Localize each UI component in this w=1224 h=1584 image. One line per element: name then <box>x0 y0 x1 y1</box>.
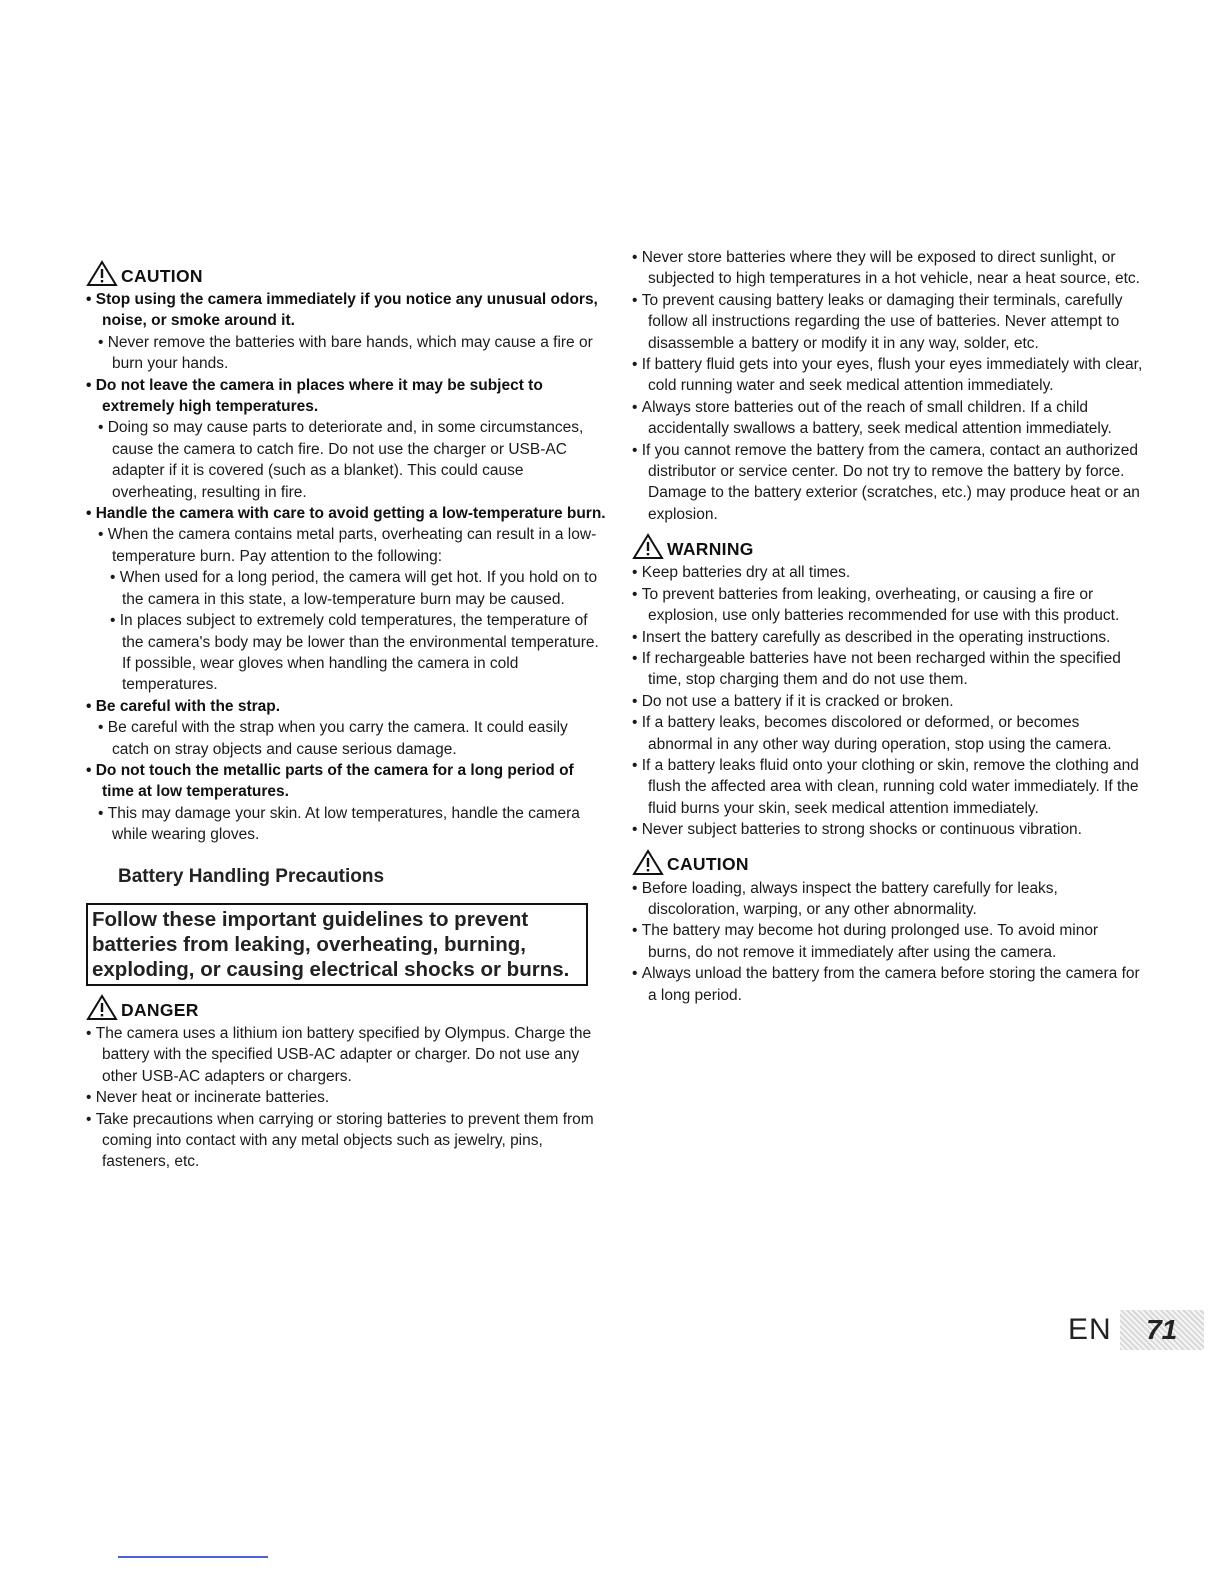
caution-heading: CAUTION <box>667 854 749 875</box>
caution-heading: CAUTION <box>121 265 203 286</box>
danger-item: • The camera uses a lithium ion battery specified by Olympus. Charge the battery with the specified USB-AC adapter or charger. Do not use any other USB-AC adapters or chargers. <box>86 1023 606 1087</box>
danger-item: • Never store batteries where they will be exposed to direct sunlight, or subjected to high temperatures in a hot vehicle, near a heat source, etc. <box>632 247 1144 290</box>
caution-item-title: • Be careful with the strap. <box>86 696 606 717</box>
danger-item: • Always store batteries out of the reach of small children. If a child accidentally swallows a battery, seek medical attention immediately. <box>632 397 1144 440</box>
caution-subitem: • This may damage your skin. At low temperatures, handle the camera while wearing gloves. <box>86 803 606 846</box>
danger-item: • To prevent causing battery leaks or damaging their terminals, carefully follow all instructions regarding the use of batteries. Never attempt to disassemble a battery or modify it in any way, solder, etc. <box>632 290 1144 354</box>
warning-triangle-icon <box>632 533 664 560</box>
caution-subitem: • Be careful with the strap when you carry the camera. It could easily catch on stray objects and cause serious damage. <box>86 717 606 760</box>
caution-subsubitem: • When used for a long period, the camera will get hot. If you hold on to the camera in this state, a low-temperature burn may be caused. <box>86 567 606 610</box>
caution-subitem: • Never remove the batteries with bare hands, which may cause a fire or burn your hands. <box>86 332 606 375</box>
caution-subitem: • Doing so may cause parts to deteriorate and, in some circumstances, cause the camera to catch fire. Do not use the charger or USB-AC adapter if it is covered (such as a blanket). This could cause overheating, resulting in fire. <box>86 417 606 503</box>
page-number-value: 71 <box>1120 1310 1204 1350</box>
caution-header <box>86 260 606 287</box>
caution-item-title: • Do not touch the metallic parts of the camera for a long period of time at low temperatures. <box>86 760 606 803</box>
caution-item: • The battery may become hot during prolonged use. To avoid minor burns, do not remove it immediately after using the camera. <box>632 920 1144 963</box>
caution-subitem: • When the camera contains metal parts, overheating can result in a low-temperature burn. Pay attention to the following: <box>86 524 606 567</box>
danger-item: • Take precautions when carrying or storing batteries to prevent them from coming into contact with any metal objects such as jewelry, pins, fasteners, etc. <box>86 1109 606 1173</box>
accent-line <box>118 1556 268 1558</box>
warning-item: • Do not use a battery if it is cracked or broken. <box>632 691 1144 712</box>
warning-item: • If a battery leaks fluid onto your clothing or skin, remove the clothing and flush the affected area with clean, running cold water immediately. If the fluid burns your skin, seek medical attention immediately. <box>632 755 1144 819</box>
warning-triangle-icon <box>86 260 118 287</box>
caution-subsubitem: • In places subject to extremely cold temperatures, the temperature of the camera's body may be lower than the environmental temperature. If possible, wear gloves when handling the camera in cold temperatures. <box>86 610 606 696</box>
caution-item: • Always unload the battery from the camera before storing the camera for a long period. <box>632 963 1144 1006</box>
caution-item: • Before loading, always inspect the battery carefully for leaks, discoloration, warping, or any other abnormality. <box>632 878 1144 921</box>
language-label: EN <box>1068 1313 1112 1346</box>
warning-item: • Insert the battery carefully as described in the operating instructions. <box>632 627 1144 648</box>
warning-item: • If rechargeable batteries have not been recharged within the specified time, stop charging them and do not use them. <box>632 648 1144 691</box>
caution-item-title: • Do not leave the camera in places where it may be subject to extremely high temperatures. <box>86 375 606 418</box>
section-title: Battery Handling Precautions <box>118 865 385 887</box>
warning-triangle-icon <box>86 994 118 1021</box>
right-column <box>632 247 1144 1006</box>
warning-item: • If a battery leaks, becomes discolored or deformed, or becomes abnormal in any other way during operation, stop using the camera. <box>632 712 1144 755</box>
danger-heading: DANGER <box>121 999 199 1020</box>
warning-triangle-icon <box>632 849 664 876</box>
danger-note: Damage to the battery exterior (scratches, etc.) may produce heat or an explosion. <box>648 484 1140 523</box>
danger-item: • If you cannot remove the battery from the camera, contact an authorized distributor or service center. Do not try to remove the battery by force. <box>632 440 1144 483</box>
danger-item: • If battery fluid gets into your eyes, flush your eyes immediately with clear, cold running water and seek medical attention immediately. <box>632 354 1144 397</box>
warning-item: • To prevent batteries from leaking, overheating, or causing a fire or explosion, use only batteries recommended for use with this product. <box>632 584 1144 627</box>
caution-item-title: • Stop using the camera immediately if you notice any unusual odors, noise, or smoke around it. <box>86 289 606 332</box>
caution-item-title: • Handle the camera with care to avoid getting a low-temperature burn. <box>86 503 606 524</box>
caution-header <box>632 849 1144 876</box>
boxed-guideline: Follow these important guidelines to prevent batteries from leaking, overheating, burning, exploding, or causing electrical shocks or burns. <box>86 903 588 986</box>
warning-heading: WARNING <box>667 538 754 559</box>
warning-item: • Keep batteries dry at all times. <box>632 562 1144 583</box>
page-number <box>1068 1310 1204 1350</box>
danger-item: • Never heat or incinerate batteries. <box>86 1087 606 1108</box>
danger-header <box>86 994 606 1021</box>
warning-header <box>632 533 1144 560</box>
left-column <box>86 258 606 1173</box>
warning-item: • Never subject batteries to strong shocks or continuous vibration. <box>632 819 1144 840</box>
